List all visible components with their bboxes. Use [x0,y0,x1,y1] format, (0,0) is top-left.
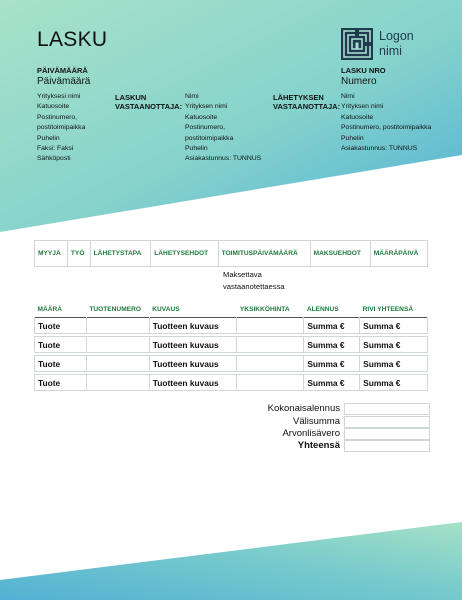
recipient-address [185,92,275,165]
recipient-line: Puhelin [185,145,208,153]
logo-name: Logon nimi [379,29,414,58]
header-payment-terms: MAKSUEHDOT [310,241,370,267]
shipping-line: Yrityksen nimi [341,103,384,111]
grand-total-field [344,440,430,452]
header-shipping-terms: LÄHETYSEHDOT [151,241,218,267]
shipping-line: Postinumero, postitoimipaikka [341,124,432,132]
total-discount-label: Kokonaisalennus [267,403,340,414]
header-shipping-method: LÄHETYSTAPA [90,241,151,267]
shipping-line: Katuosoite [341,113,374,121]
sender-line: Yrityksesi nimi [37,93,81,100]
invoice-title: LASKU [37,28,108,51]
invoice-number-label: LASKU NRO [341,66,386,75]
sender-line: Katuosoite [37,103,70,111]
shipping-info-table [34,240,428,267]
subtotal-label: Välisumma [293,416,340,427]
recipient-line: Katuosoite [185,113,218,121]
col-product-number: TUOTENUMERO [89,306,141,313]
col-unit-price: YKSIKKÖHINTA [239,306,290,313]
header-delivery-date: TOIMITUSPÄIVÄMÄÄRÄ [218,241,310,267]
recipient-line: Postinumero, [185,124,226,132]
shipping-line: Nimi [341,93,355,100]
recipient-line: Asiakastunnus: TUNNUS [185,155,262,163]
sender-address [37,92,117,165]
vat-field [344,428,430,440]
col-quantity: MÄÄRÄ [37,306,63,313]
sender-line: Postinumero, [37,113,78,121]
recipient-line: Yrityksen nimi [185,103,228,111]
shipping-address [341,92,456,154]
shipping-line: Puhelin [341,134,364,142]
recipient-label: LASKUN VASTAANOTTAJA: [115,93,183,111]
subtotal-field [344,416,430,428]
table-row: Tuote Tuotteen kuvaus Summa € Summa € [35,337,428,353]
grand-total-label: Yhteensä [297,440,340,451]
maze-logo-icon [341,28,373,60]
shipping-line: Asiakastunnus: TUNNUS [341,145,418,153]
vat-label: Arvonlisävero [282,428,340,439]
header-due-date: MÄÄRÄPÄIVÄ [370,241,427,267]
footer-gradient-background [0,520,462,600]
col-description: KUVAUS [152,306,180,313]
sender-line: postitoimipaikka [37,124,86,132]
line-items-table [34,302,428,391]
sender-line: Sähköposti [37,155,71,163]
col-line-total: RIVI YHTEENSÄ [362,306,414,313]
sender-line: Puhelin [37,134,60,142]
table-row: Tuote Tuotteen kuvaus Summa € Summa € [35,356,428,372]
date-value: Päivämäärä [37,76,91,87]
col-discount: ALENNUS [306,306,339,313]
sender-line: Faksi: Faksi [37,145,74,153]
total-discount-field [344,403,430,415]
date-label: PÄIVÄMÄÄRÄ [37,66,88,75]
header-job: TYÖ [67,241,90,267]
table-row: Tuote Tuotteen kuvaus Summa € Summa € [35,318,428,334]
payment-terms-value: Maksettava vastaanotettaessa [223,270,285,291]
shipping-label: LÄHETYKSEN VASTAANOTTAJA: [273,93,341,111]
table-row: Tuote Tuotteen kuvaus Summa € Summa € [35,375,428,391]
invoice-number-value: Numero [341,76,377,87]
header-seller: MYYJÄ [35,241,68,267]
recipient-line: Nimi [185,93,199,100]
recipient-line: postitoimipaikka [185,134,234,142]
